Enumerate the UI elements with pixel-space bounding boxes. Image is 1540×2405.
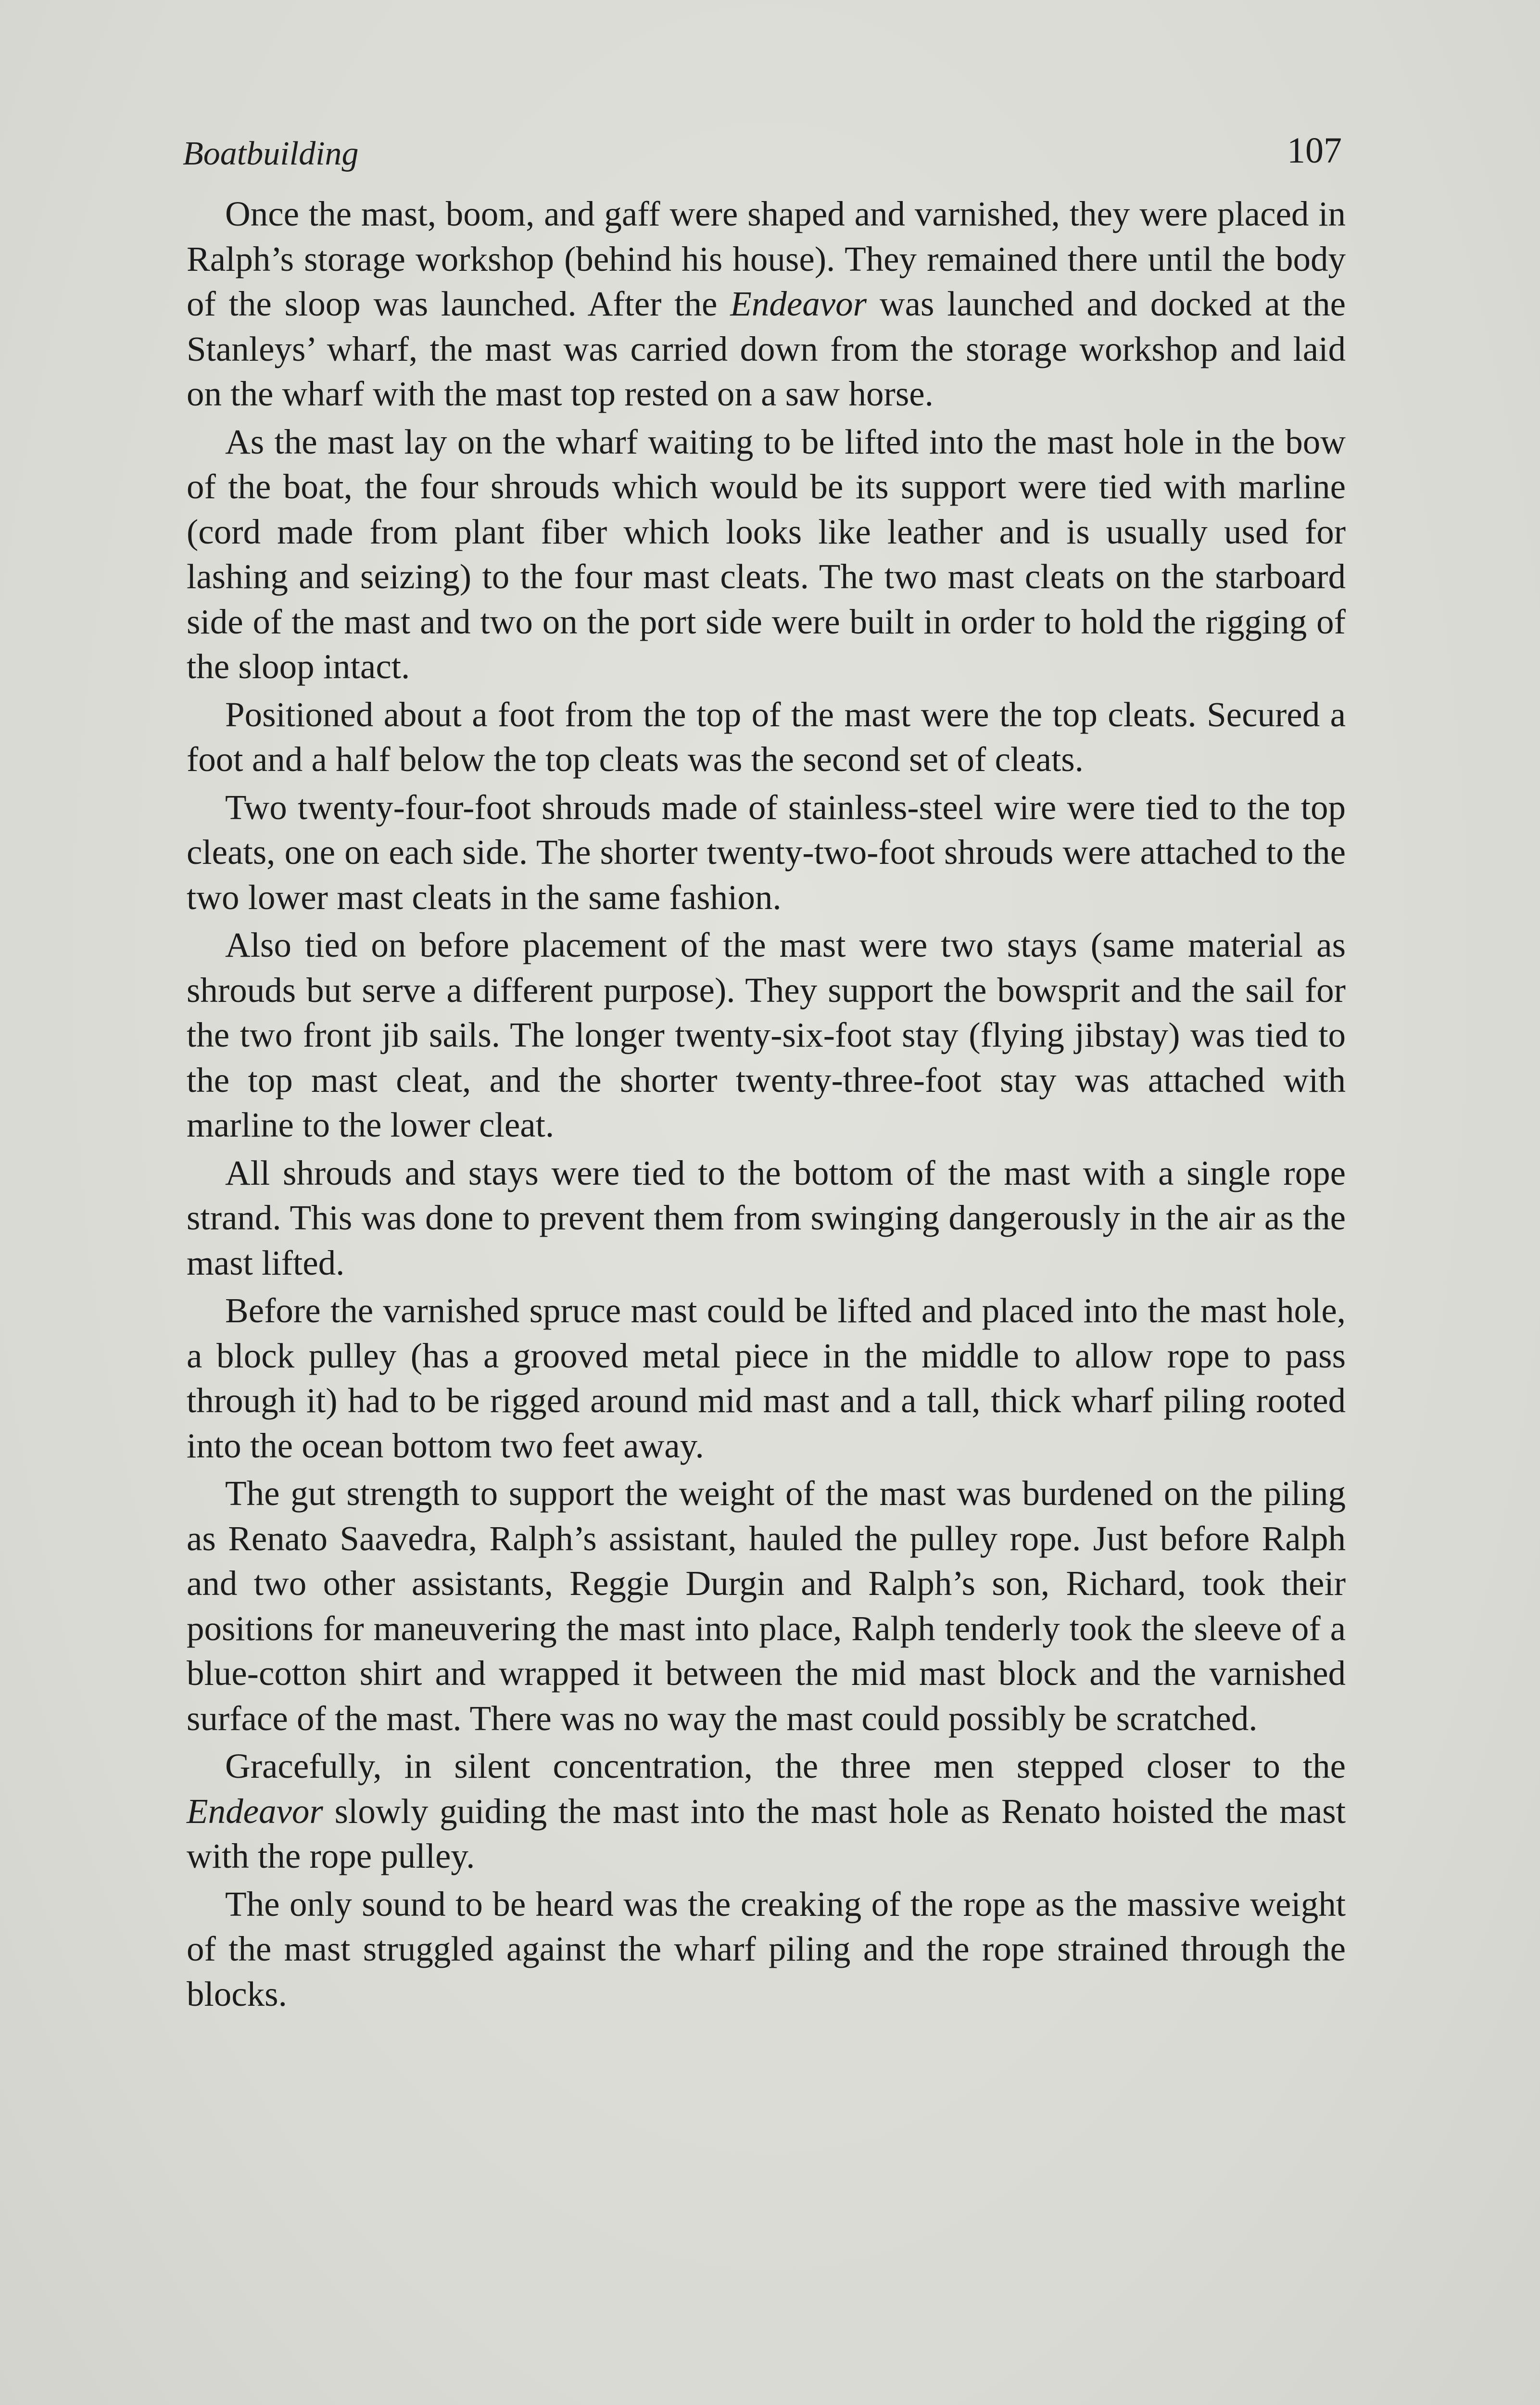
paragraph-6: All shrouds and stays were tied to the bottom of the mast with a single rope strand. This was done to prevent them from swinging dangerously in the air as the mast lifted.	[187, 1153, 1346, 1282]
paragraph-1-text-b: was launched and docked at the Stanleys’ wharf, the mast was carried down from the storage workshop and laid on the wharf with the mast top rested on a saw horse.	[187, 284, 1346, 413]
section-title: Boatbuilding	[183, 135, 359, 172]
paragraph-9	[187, 1744, 1346, 1879]
paragraph-8: The gut strength to support the weight of the mast was burdened on the piling as Renato Saavedra, Ralph’s assistant, hauled the pulley rope. Just before Ralph and two other assistants, Reggie Durgin and Ralph’s son, Richard, took their positions for maneuvering the mast into place, Ralph tenderly took the sleeve of a blue-cotton shirt and wrapped it between the mid mast block and the varnished surface of the mast. There was no way the mast could possibly be scratched.	[187, 1474, 1346, 1738]
ship-name: Endeavor	[730, 284, 867, 323]
ship-name: Endeavor	[187, 1791, 323, 1831]
paragraph-5: Also tied on before placement of the mast were two stays (same material as shrouds but serve a different purpose). They support the bowsprit and the sail for the two front jib sails. The longer twenty-six-foot stay (flying jibstay) was tied to the top mast cleat, and the shorter twenty-three-foot stay was attached with marline to the lower cleat.	[187, 925, 1346, 1144]
paragraph-3: Positioned about a foot from the top of the mast were the top cleats. Secured a foot and a half below the top cleats was the second set of cleats.	[187, 695, 1346, 779]
paragraph-9-text-a: Gracefully, in silent concentration, the three men stepped closer to the	[225, 1747, 1346, 1785]
page-number: 107	[1287, 130, 1342, 171]
paragraph-4: Two twenty-four-foot shrouds made of stainless-steel wire were tied to the top cleats, one on each side. The shorter twenty-two-foot shrouds were attached to the two lower mast cleats in the same fashion.	[187, 787, 1346, 917]
paragraph-9-text-b: slowly guiding the mast into the mast hole as Renato hoisted the mast with the rope pulley.	[187, 1791, 1346, 1875]
paragraph-7: Before the varnished spruce mast could be lifted and placed into the mast hole, a block pulley (has a grooved metal piece in the middle to allow rope to pass through it) had to be rigged around mid mast and a tall, thick wharf piling rooted into the ocean bottom two feet away.	[187, 1291, 1346, 1465]
running-head	[183, 130, 1342, 183]
paragraph-10: The only sound to be heard was the creaking of the rope as the massive weight of the mast struggled against the wharf piling and the rope strained through the blocks.	[187, 1884, 1346, 2013]
paragraph-1	[187, 191, 1346, 417]
paragraph-2: As the mast lay on the wharf waiting to be lifted into the mast hole in the bow of the boat, the four shrouds which would be its support were tied with marline (cord made from plant fiber which looks like leather and is usually used for lashing and seizing) to the four mast cleats. The two mast cleats on the starboard side of the mast and two on the port side were built in order to hold the rigging of the sloop intact.	[187, 422, 1346, 686]
paragraph-1-text-a: Once the mast, boom, and gaff were shaped and varnished, they were placed in Ralph’s storage workshop (behind his house). They remained there until the body of the sloop was launched. After the	[187, 194, 1346, 323]
body-text	[187, 191, 1346, 2019]
